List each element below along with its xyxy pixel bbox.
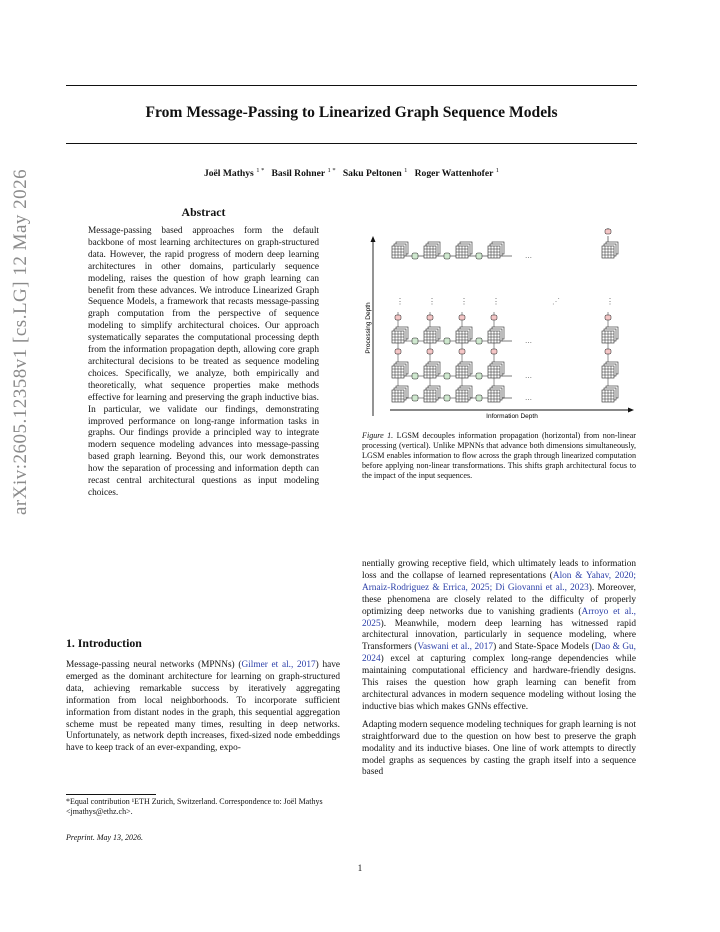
section-heading-introduction: 1. Introduction — [66, 636, 142, 650]
abstract-heading: Abstract — [181, 205, 226, 219]
vdots: ⋮ — [606, 297, 614, 306]
intro-text-segment: ). Moreover, these phenomena are closely related to the difficulty of properly optimizing deep networks due to vanishing gradients ( — [362, 582, 636, 617]
vdots: ⋮ — [492, 297, 500, 306]
citation-link[interactable]: Arroyo et al., 2025 — [362, 606, 636, 629]
x-axis-label: Information Depth — [486, 413, 538, 420]
introduction-paragraph: Adapting modern sequence modeling techniques for graph learning is not straightforward due to the question on how best to preserve the graph modality and its inductive biases. One line of work attempts to directly model graphs as sequences by casting the graph itself into a sequence based — [362, 719, 636, 778]
preprint-note: Preprint. May 13, 2026. — [66, 833, 144, 842]
title-top-rule — [66, 85, 637, 86]
title-bottom-rule — [66, 143, 637, 144]
ellipsis: … — [525, 337, 532, 345]
paper-title: From Message-Passing to Linearized Graph Sequence Models — [145, 104, 558, 121]
intro-text-segment: ) have emerged as the dominant architecture for learning on graph-structured data, achieving remarkable success by iteratively aggregating information from local neighborhoods. To incorporate sufficient information from distant nodes in the graph, this sequential aggregation scheme must be repeated many times, resulting in deep networks. Unfortunately, as network depth increases, fixed-sized node embeddings have to keep track of an ever-expanding, expo- — [66, 660, 340, 754]
ellipsis: … — [525, 252, 532, 260]
arxiv-watermark: arXiv:2605.12358v1 [cs.LG] 12 May 2026 — [10, 168, 31, 515]
vdots: ⋮ — [428, 297, 436, 306]
intro-text-segment: ). Meanwhile, modern deep learning has witnessed rapid architectural innovation, particularly in sequence modeling, where Transformers ( — [362, 618, 636, 653]
author-name: Joël Mathys — [203, 168, 254, 180]
ellipsis: … — [525, 394, 532, 402]
author-name: Basil Rohner — [271, 168, 326, 180]
citation-link[interactable]: Dao & Gu, 2024 — [362, 642, 637, 665]
vdots: ⋮ — [460, 297, 468, 306]
top-row — [392, 228, 618, 260]
author-affiliation: 1 — [495, 167, 500, 174]
author-list — [66, 167, 637, 179]
introduction-paragraph — [362, 559, 636, 714]
citation-link[interactable]: Gilmer et al., 2017 — [241, 660, 316, 670]
intro-text-segment: Message-passing neural networks (MPNNs) ( — [66, 660, 242, 670]
introduction-paragraph — [66, 660, 340, 755]
figure-1-caption — [362, 431, 636, 481]
author-affiliation: 1 * — [327, 167, 336, 174]
figure-1-diagram — [362, 228, 636, 426]
intro-text-segment: ) excel at capturing complex long-range dependencies while maintaining computational efficiency and hardware-friendly designs. This raises the question how graph learning can benefit from architectural advances in modern sequence modeling without losing the inductive bias which makes GNNs effective. — [362, 654, 636, 712]
page-number: 1 — [357, 864, 363, 874]
citation-link[interactable]: Alon & Yahav, 2020; Arnaiz-Rodriguez & Errica, 2025; Di Giovanni et al., 2023 — [362, 570, 636, 593]
vertical-dots — [396, 297, 614, 306]
output-node — [605, 229, 611, 234]
caption-label: Figure 1. — [362, 431, 394, 440]
vdots: ⋮ — [396, 297, 404, 306]
author-affiliation: 1 * — [256, 167, 265, 174]
author-affiliation: 1 — [404, 167, 408, 174]
citation-link[interactable]: Vaswani et al., 2017 — [417, 642, 494, 653]
middle-rows — [392, 312, 618, 402]
y-axis-label: Processing Depth — [365, 302, 372, 354]
footnote: *Equal contribution ¹ETH Zurich, Switzerland. Correspondence to: Joël Mathys <jmathys@ethz.ch>. — [66, 797, 323, 816]
intro-text-segment: ) and State-Space Models ( — [493, 642, 595, 653]
right-column-text — [362, 559, 636, 779]
author-name: Roger Wattenhofer — [414, 168, 494, 180]
ellipsis: … — [525, 372, 532, 380]
footnote-rule — [66, 794, 156, 795]
intro-text-segment: nentially growing receptive field, which ultimately leads to information loss and the collapse of learned representations ( — [362, 559, 636, 581]
svg-text:⋰: ⋰ — [552, 297, 560, 306]
author-name: Saku Peltonen — [342, 168, 402, 180]
caption-text: LGSM decouples information propagation (horizontal) from non-linear processing (vertical). Unlike MPNNs that advance both dimensions simultaneously, LGSM enables information to flow across the graph through linearized computation before applying non-linear transformations. This shifts graph architectural focus to the impact of the input sequences. — [362, 431, 636, 480]
abstract-text: Message-passing based approaches form the default backbone of most learning architectures on graph-structured data. However, the rapid progress of modern deep learning architectures in other domains, particularly sequence modeling, raises the question of how graph learning can benefit from these advances. We introduce Linearized Graph Sequence Models, a framework that recasts message-passing graph computation from the perspective of sequence modeling to simplify architectural choices. Our approach systematically separates the computational processing depth from the information propagation depth, allowing core graph architectural decisions to be treated as sequence modeling choices. Specifically, we analyze, both empirically and theoretically, what sequence properties make methods effective for learning and preserving the graph inductive bias. In particular, we validate our findings, demonstrating improved performance on long-range information tasks in graphs. Our findings provide a principled way to integrate modern sequence modeling advances into message-passing based graph learning. Beyond this, our work demonstrates how the separation of processing and information depth can recast central architectural questions as input modeling choices. — [88, 226, 319, 498]
